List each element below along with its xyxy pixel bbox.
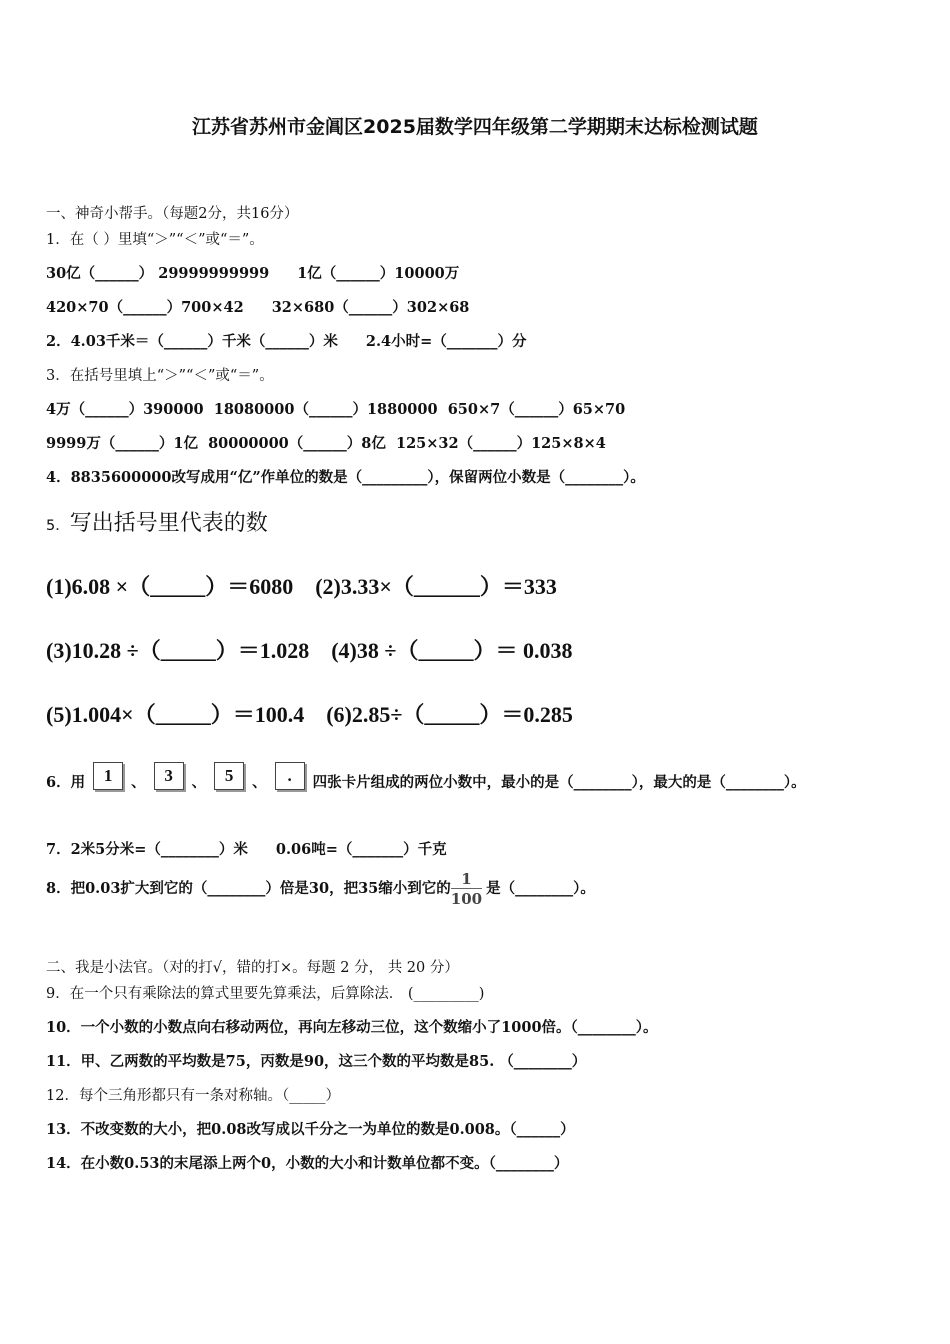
- q1-row1-item: 1亿（______）10000万: [297, 265, 460, 282]
- q7-item: 7．2米5分米=（________）米: [46, 841, 248, 858]
- q1-row2: [46, 296, 469, 317]
- q3-row2-item: 80000000（______）8亿: [208, 435, 386, 452]
- judge-item: 11．甲、乙两数的平均数是75，丙数是90，这三个数的平均数是85. （________）: [46, 1053, 587, 1070]
- q5-line: [46, 570, 557, 601]
- decimal-point-card: .: [275, 762, 305, 790]
- number-card: 3: [154, 762, 184, 790]
- judge-item: 14．在小数0.53的末尾添上两个0，小数的大小和计数单位都不变。（________）: [46, 1155, 569, 1172]
- number-card: 1: [93, 762, 123, 790]
- section2-heading: 二、我是小法官。（对的打√，错的打×。每题 2 分， 共 20 分）: [46, 960, 459, 976]
- judge-item: 13．不改变数的大小，把0.08改写成以千分之一为单位的数是0.008。（______）: [46, 1121, 575, 1138]
- q8-before: 8．把0.03扩大到它的（________）倍是30，把35缩小到它的: [46, 880, 451, 897]
- q3-row1: [46, 398, 625, 419]
- q1-row1: [46, 262, 459, 283]
- q2-item: 2．4.03千米＝（______）千米（______）米: [46, 333, 338, 350]
- q4: 4．8835600000改写成用“亿”作单位的数是（_________），保留两位小数是（________）。: [46, 469, 645, 486]
- q5-number: 5．: [46, 518, 70, 534]
- q7-item: 0.06吨=（_______）千克: [275, 841, 447, 858]
- q5-expression: (4)38 ÷（_____）＝ 0.038: [331, 638, 573, 663]
- q6-separator: 、: [252, 774, 267, 791]
- q3-row1-item: 650×7（______）65×70: [447, 401, 626, 418]
- q3-row1-item: 4万（______）390000: [46, 401, 204, 418]
- q5-expression: (6)2.85÷（_____）＝0.285: [326, 702, 573, 727]
- number-card: 5: [214, 762, 244, 790]
- q5-expression: (1)6.08 ×（_____）＝6080: [46, 574, 294, 599]
- q5-text: 写出括号里代表的数: [69, 511, 268, 536]
- q6-prefix: 6．用: [46, 774, 86, 791]
- q2-item: 2.4小时=（_______）分: [365, 333, 527, 350]
- q1-row2-item: 32×680（______）302×68: [271, 299, 470, 316]
- q3-row2: [46, 432, 606, 453]
- q3-row2-item: 9999万（______）1亿: [46, 435, 198, 452]
- q1-text: 1．在（ ）里填“＞”“＜”或“＝”。: [46, 232, 264, 248]
- q8: [46, 870, 595, 908]
- q5-heading: [46, 506, 268, 537]
- q6: [46, 762, 806, 792]
- q5-line: [46, 698, 573, 729]
- page-title: 江苏省苏州市金阊区2025届数学四年级第二学期期末达标检测试题: [192, 116, 758, 138]
- fraction: [451, 870, 482, 908]
- q6-separator: 、: [191, 774, 207, 791]
- q1-row1-item: 30亿（______） 29999999999: [46, 265, 270, 282]
- judge-item: 9．在一个只有乘除法的算式里要先算乘法，后算除法． (_________): [46, 986, 485, 1002]
- fraction-denominator: 100: [450, 890, 483, 908]
- judge-item: 12．每个三角形都只有一条对称轴。（_____）: [46, 1088, 340, 1104]
- q5-line: [46, 634, 572, 665]
- section1-heading: 一、神奇小帮手。（每题2分，共16分）: [46, 206, 299, 222]
- q6-suffix: 四张卡片组成的两位小数中，最小的是（________），最大的是（________）。: [312, 774, 806, 791]
- q3-row2-item: 125×32（______）125×8×4: [395, 435, 606, 452]
- q3-row1-item: 18080000（______）1880000: [213, 401, 438, 418]
- q5-expression: (2)3.33×（______）＝333: [315, 574, 557, 599]
- q3-text: 3．在括号里填上“＞”“＜”或“＝”。: [46, 368, 274, 384]
- fraction-numerator: 1: [461, 870, 472, 888]
- q5-expression: (3)10.28 ÷（_____）＝1.028: [46, 638, 310, 663]
- q8-after: 是（________）。: [486, 880, 595, 897]
- q7: [46, 838, 447, 859]
- judge-item: 10．一个小数的小数点向右移动两位，再向左移动三位，这个数缩小了1000倍。（________）。: [46, 1019, 658, 1036]
- q1-row2-item: 420×70（______）700×42: [46, 299, 244, 316]
- q5-expression: (5)1.004×（_____）＝100.4: [46, 702, 305, 727]
- q2: [46, 330, 527, 351]
- q6-separator: 、: [131, 774, 146, 791]
